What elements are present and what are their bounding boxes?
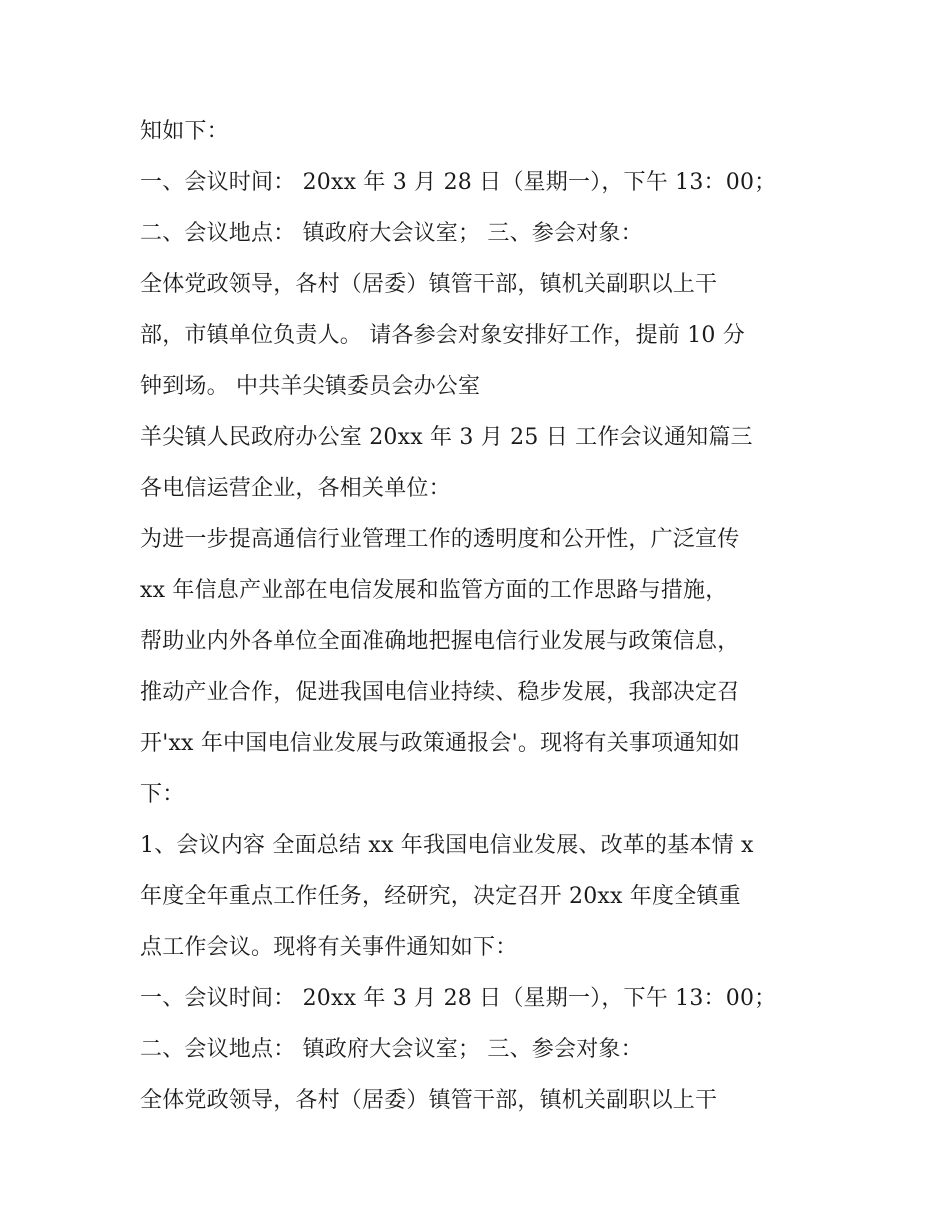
text-line: 年度全年重点工作任务，经研究，决定召开 20xx 年度全镇重 [140, 884, 741, 909]
text-line: 全体党政领导，各村（居委）镇管干部，镇机关副职以上干 [140, 1088, 718, 1113]
text-line: 羊尖镇人民政府办公室 20xx 年 3 月 25 日 工作会议通知篇三 [140, 425, 753, 450]
text-line: xx 年信息产业部在电信发展和监管方面的工作思路与措施， [140, 578, 728, 603]
text-line: 开'xx 年中国电信业发展与政策通报会'。现将有关事项通知如 [140, 731, 740, 756]
text-line: 推动产业合作，促进我国电信业持续、稳步发展，我部决定召 [140, 680, 740, 705]
text-line: 知如下： [140, 119, 229, 144]
text-line: 下： [140, 782, 185, 807]
document-body [140, 106, 840, 1126]
text-line: 二、会议地点： 镇政府大会议室； 三、参会对象： [140, 221, 643, 246]
text-line: 钟到场。 中共羊尖镇委员会办公室 [140, 374, 481, 399]
text-line: 帮助业内外各单位全面准确地把握电信行业发展与政策信息， [140, 629, 740, 654]
text-line: 一、会议时间： 20xx 年 3 月 28 日（星期一），下午 13：00； [140, 170, 777, 195]
text-line: 各电信运营企业，各相关单位： [140, 476, 451, 501]
text-line: 1、会议内容 全面总结 xx 年我国电信业发展、改革的基本情 x [140, 833, 754, 858]
text-line: 全体党政领导，各村（居委）镇管干部，镇机关副职以上干 [140, 272, 718, 297]
text-line: 二、会议地点： 镇政府大会议室； 三、参会对象： [140, 1037, 643, 1062]
text-line: 一、会议时间： 20xx 年 3 月 28 日（星期一），下午 13：00； [140, 986, 777, 1011]
text-line: 部，市镇单位负责人。 请各参会对象安排好工作，提前 10 分 [140, 323, 745, 348]
text-line: 点工作会议。现将有关事件通知如下： [140, 935, 518, 960]
text-line: 为进一步提高通信行业管理工作的透明度和公开性，广泛宣传 [140, 527, 740, 552]
